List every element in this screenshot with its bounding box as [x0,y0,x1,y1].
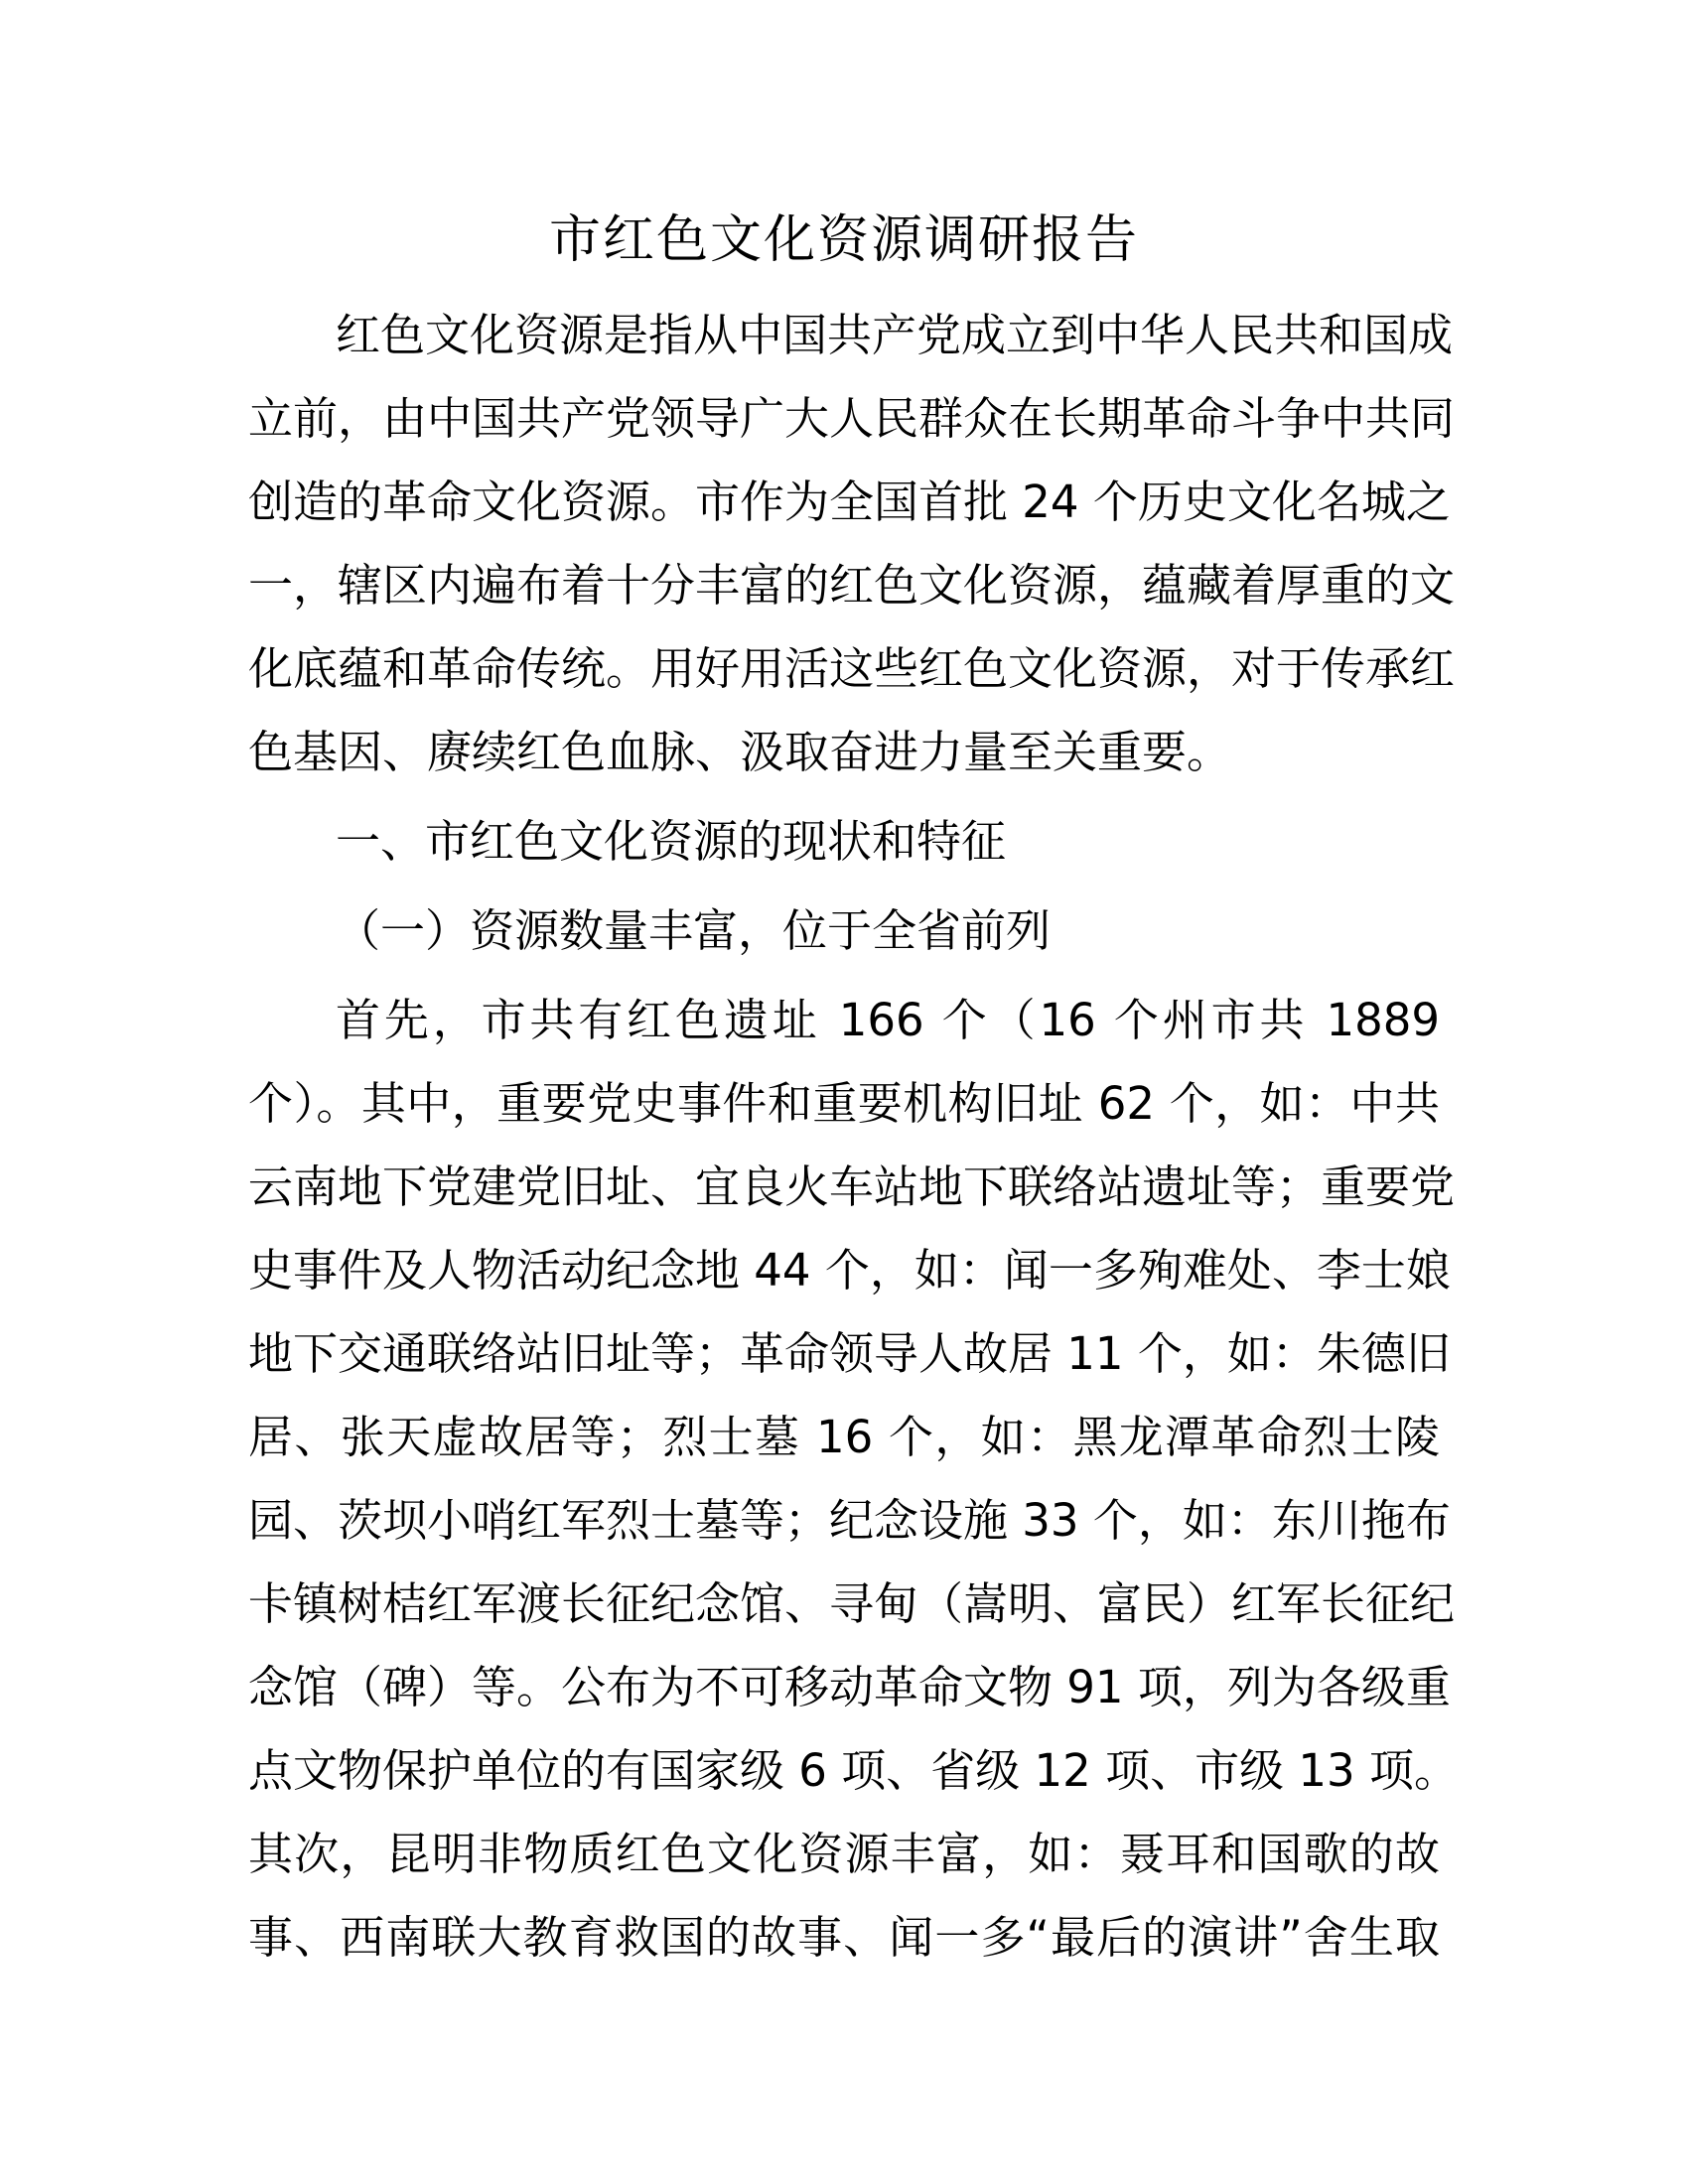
body-line: 点文物保护单位的有国家级 6 项、省级 12 项、市级 13 项。 [248,1744,1459,1797]
body-line: 色基因、赓续红色血脉、汲取奋进力量至关重要。 [248,726,1232,778]
body-line: 云南地下党建党旧址、宜良火车站地下联络站遗址等；重要党 [248,1160,1456,1213]
body-line: 个）。其中，重要党史事件和重要机构旧址 62 个，如：中共 [248,1077,1440,1130]
body-line: 创造的革命文化资源。市作为全国首批 24 个历史文化名城之 [248,476,1451,528]
body-line: 园、茨坝小哨红军烈士墓等；纪念设施 33 个，如：东川拖布 [248,1494,1451,1547]
body-line: 首先，市共有红色遗址 166 个（16 个州市共 1889 [336,994,1440,1046]
body-line: 事、西南联大教育救国的故事、闻一多“最后的演讲”舍生取 [248,1911,1440,1964]
body-line: 化底蕴和革命传统。用好用活这些红色文化资源，对于传承红 [248,642,1456,695]
body-line: 其次，昆明非物质红色文化资源丰富，如：聂耳和国歌的故 [248,1828,1440,1880]
body-line: 立前，由中国共产党领导广大人民群众在长期革命斗争中共同 [248,392,1456,445]
document-title: 市红色文化资源调研报告 [548,210,1139,270]
body-line: 地下交通联络站旧址等；革命领导人故居 11 个，如：朱德旧 [248,1327,1451,1380]
body-line: 卡镇树桔红军渡长征纪念馆、寻甸（嵩明、富民）红军长征纪 [248,1577,1456,1630]
body-line: 居、张天虚故居等；烈士墓 16 个，如：黑龙潭革命烈士陵 [248,1411,1440,1463]
body-line: 一，辖区内遍布着十分丰富的红色文化资源，蕴藏着厚重的文 [248,559,1456,612]
section-heading: 一、市红色文化资源的现状和特征 [336,815,1007,868]
body-line: 念馆（碑）等。公布为不可移动革命文物 91 项，列为各级重 [248,1661,1451,1713]
body-line: 红色文化资源是指从中国共产党成立到中华人民共和国成 [336,309,1454,361]
subsection-heading: （一）资源数量丰富，位于全省前列 [336,904,1052,957]
body-line: 史事件及人物活动纪念地 44 个，如：闻一多殉难处、李士娘 [248,1244,1451,1297]
